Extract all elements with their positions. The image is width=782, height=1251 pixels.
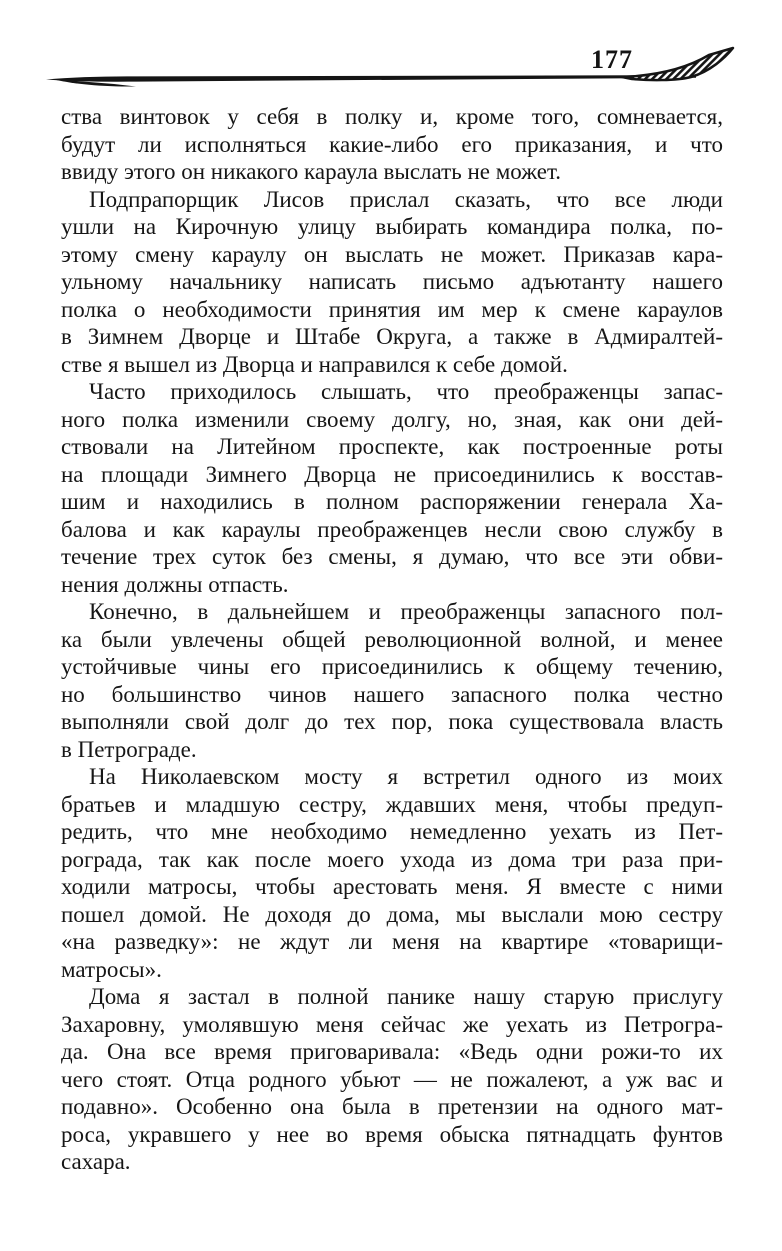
text-line: будут ли исполняться какие-либо его приказания, и что	[61, 131, 723, 157]
text-line: но большинство чинов нашего запасного полка честно	[61, 681, 723, 707]
text-line: в Петрограде.	[61, 736, 197, 762]
text-line: на площади Зимнего Дворца не присоединились к восстав-	[61, 461, 723, 487]
paragraph	[61, 763, 723, 983]
text-line: ствовали на Литейном проспекте, как построенные роты	[61, 434, 723, 459]
text-line: братьев и младшую сестру, ждавших меня, чтобы предуп-	[61, 791, 723, 817]
page-text	[61, 103, 723, 1176]
text-line: ушли на Кирочную улицу выбирать командира полка, по-	[61, 214, 723, 239]
text-line: матросы».	[61, 956, 162, 982]
text-line: редить, что мне необходимо немедленно уехать из Пет-	[61, 819, 723, 844]
text-line: шим и находились в полном распоряжении генерала Ха-	[61, 489, 723, 514]
text-line: в Зимнем Дворце и Штабе Округа, а также в Адмиралтей-	[61, 324, 723, 349]
text-line: устойчивые чины его присоединились к общему течению,	[61, 654, 723, 679]
page-number: 177	[591, 45, 633, 74]
text-line: да. Она все время приговаривала: «Ведь одни рожи-то их	[61, 1039, 723, 1064]
text-line: течение трех суток без смены, я думаю, что все эти обви-	[61, 544, 723, 569]
text-line: Захаровну, умолявшую меня сейчас же уехать из Петрогра-	[61, 1011, 723, 1037]
text-line: ного полка изменили своему долгу, но, зная, как они дей-	[61, 406, 723, 432]
text-line: Дома я застал в полной панике нашу старую прислугу	[89, 984, 723, 1009]
text-line: балова и как караулы преображенцев несли свою службу в	[61, 516, 723, 542]
paragraph	[61, 103, 723, 186]
text-line: «на разведку»: не ждут ли меня на квартире «товарищи-	[61, 929, 723, 954]
paragraph	[61, 598, 723, 763]
text-line: выполняли свой долг до тех пор, пока существовала власть	[61, 709, 723, 734]
text-line: стве я вышел из Дворца и направился к себе домой.	[61, 351, 568, 377]
text-line: пошел домой. Не доходя до дома, мы выслали мою сестру	[61, 901, 723, 927]
text-line: ка были увлечены общей революционной волной, и менее	[61, 626, 723, 652]
text-line: роса, укравшего у нее во время обыска пятнадцать фунтов	[61, 1121, 723, 1147]
paragraph	[61, 378, 723, 598]
text-line: рограда, так как после моего ухода из дома три раза при-	[61, 846, 723, 872]
text-line: этому смену караулу он выслать не может. Приказав кара-	[61, 241, 723, 267]
text-line: Часто приходилось слышать, что преображенцы запас-	[89, 379, 723, 404]
text-line: Конечно, в дальнейшем и преображенцы запасного пол-	[89, 599, 723, 624]
text-line: ввиду этого он никакого караула выслать не может.	[61, 159, 562, 184]
text-line: ходили матросы, чтобы арестовать меня. Я вместе с ними	[61, 874, 723, 899]
text-line: чего стоят. Отца родного убьют — не пожалеют, а уж вас и	[61, 1066, 723, 1092]
text-line: сахара.	[61, 1149, 131, 1174]
ribbon-flourish	[622, 48, 733, 80]
text-line: ульному начальнику написать письмо адъютанту нашего	[61, 269, 723, 294]
text-line: Подпрапорщик Лисов прислал сказать, что все люди	[89, 186, 723, 212]
text-line: ства винтовок у себя в полку и, кроме того, сомневается,	[61, 104, 723, 129]
text-line: полка о необходимости принятия им мер к смене караулов	[61, 296, 723, 322]
text-line: подавно». Особенно она была в претензии на одного мат-	[61, 1094, 723, 1119]
text-line: На Николаевском мосту я встретил одного из моих	[89, 764, 723, 789]
swoosh-rule-ornament	[42, 44, 742, 90]
paragraph	[61, 983, 723, 1176]
rule-line	[46, 75, 696, 82]
text-line: нения должны отпасть.	[61, 571, 289, 597]
paragraph	[61, 186, 723, 379]
